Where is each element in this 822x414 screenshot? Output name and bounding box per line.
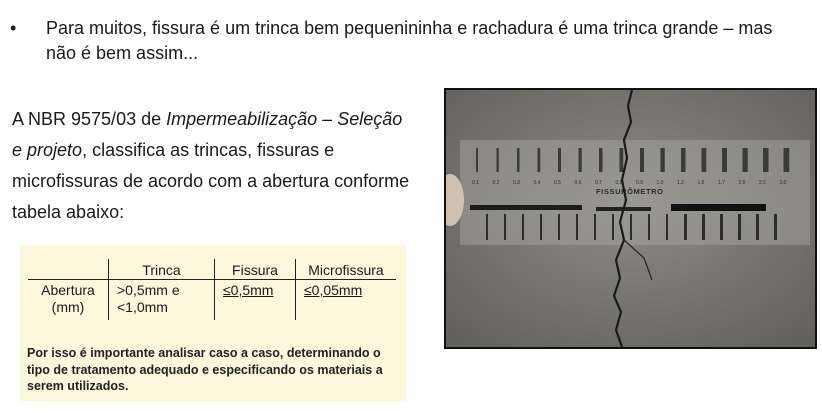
ruler-tick bbox=[579, 148, 582, 172]
cell-trinca-line2: <1,0mm bbox=[117, 299, 168, 315]
ruler-number: 0.1 bbox=[472, 180, 479, 186]
cell-fissura: ≤0,5mm bbox=[215, 280, 296, 321]
cell-trinca-line1: >0,5mm e bbox=[117, 282, 180, 298]
ruler-lower-tick bbox=[738, 214, 741, 240]
intro-paragraph bbox=[12, 104, 412, 228]
ruler-number: 1.0 bbox=[656, 180, 664, 186]
ruler-lower-tick bbox=[774, 214, 777, 240]
ruler-number: 1.5 bbox=[697, 180, 705, 186]
ruler-tick bbox=[517, 148, 520, 172]
ruler-lower-tick bbox=[666, 214, 668, 240]
classification-table-box bbox=[20, 245, 406, 401]
ruler-number: 0.7 bbox=[595, 180, 602, 186]
ruler-number: 0.6 bbox=[574, 180, 582, 186]
gauge-line-heavy bbox=[671, 204, 766, 211]
ruler-number: 1.2 bbox=[677, 180, 684, 186]
ruler-tick bbox=[558, 148, 561, 172]
ruler-tick bbox=[763, 148, 769, 172]
ruler-tick bbox=[743, 148, 748, 172]
header-fissura: Fissura bbox=[215, 259, 296, 280]
ruler-tick bbox=[538, 148, 541, 172]
crack-gauge-illustration bbox=[446, 90, 815, 347]
crack-gauge-photo bbox=[444, 88, 817, 349]
intro-text-start: A NBR 9575/03 de bbox=[12, 109, 167, 129]
ruler-number: 2.0 bbox=[738, 180, 746, 186]
ruler-label: FISSURÔMETRO bbox=[596, 187, 664, 196]
cell-trinca bbox=[109, 280, 215, 321]
header-empty bbox=[28, 259, 109, 280]
ruler-tick bbox=[702, 148, 707, 172]
ruler-lower-tick bbox=[522, 214, 524, 240]
bullet-point bbox=[10, 16, 780, 66]
ruler-lower-tick bbox=[702, 214, 705, 240]
ruler-lower-tick bbox=[612, 214, 614, 240]
ruler-number: 0.9 bbox=[636, 180, 643, 186]
header-trinca: Trinca bbox=[109, 259, 215, 280]
ruler-lower-tick bbox=[684, 214, 687, 240]
ruler-lower-tick bbox=[486, 214, 488, 240]
row-label-line2: (mm) bbox=[51, 299, 85, 315]
ruler-lower-tick bbox=[720, 214, 723, 240]
ruler-lower-tick bbox=[576, 214, 578, 240]
ruler-number: 1.7 bbox=[718, 180, 725, 186]
ruler-lower-tick bbox=[648, 214, 650, 240]
ruler-tick bbox=[497, 148, 499, 172]
intro-italic-title: Impermeabilização – Seleção e projeto bbox=[12, 109, 403, 160]
ruler-lower-tick bbox=[504, 214, 506, 240]
gauge-line-thick bbox=[470, 205, 582, 210]
ruler-tick bbox=[661, 148, 665, 172]
ruler-lower-tick bbox=[630, 214, 632, 240]
ruler-lower-tick bbox=[540, 214, 542, 240]
cell-microfissura: ≤0,05mm bbox=[296, 280, 397, 321]
ruler-lower-tick bbox=[594, 214, 596, 240]
ruler-number: 3.0 bbox=[779, 180, 787, 186]
ruler-tick bbox=[640, 148, 644, 172]
ruler-number: 0.4 bbox=[533, 180, 541, 186]
table-note: Por isso é importante analisar caso a caso, determinando o tipo de tratamento adequado e especificando os materiais a serem utilizados. bbox=[27, 346, 383, 393]
intro-text-end: , classifica as trincas, fissuras e microfissuras de acordo com a abertura conforme tabela abaixo: bbox=[12, 140, 410, 222]
classification-table bbox=[28, 259, 396, 320]
row-label-line1: Abertura bbox=[41, 282, 95, 298]
ruler-tick bbox=[681, 148, 686, 172]
ruler-lower-tick bbox=[756, 214, 759, 240]
ruler-tick bbox=[620, 148, 624, 172]
ruler-number: 0.2 bbox=[492, 180, 500, 186]
ruler-number: 0.8 bbox=[615, 180, 623, 186]
ruler-number: 0.5 bbox=[554, 180, 561, 186]
row-label bbox=[28, 280, 109, 321]
ruler-number: 0.3 bbox=[513, 180, 520, 186]
ruler-tick bbox=[784, 148, 790, 172]
ruler-tick bbox=[599, 148, 603, 172]
ruler-tick bbox=[722, 148, 727, 172]
header-microfissura: Microfissura bbox=[296, 259, 397, 280]
bullet-text: Para muitos, fissura é um trinca bem pequenininha e rachadura é uma trinca grande – mas não é bem assim... bbox=[46, 18, 773, 63]
ruler-lower-tick bbox=[558, 214, 560, 240]
ruler-number: 2.5 bbox=[759, 180, 766, 186]
bullet-dot: • bbox=[10, 18, 17, 38]
ruler-tick bbox=[476, 148, 478, 172]
